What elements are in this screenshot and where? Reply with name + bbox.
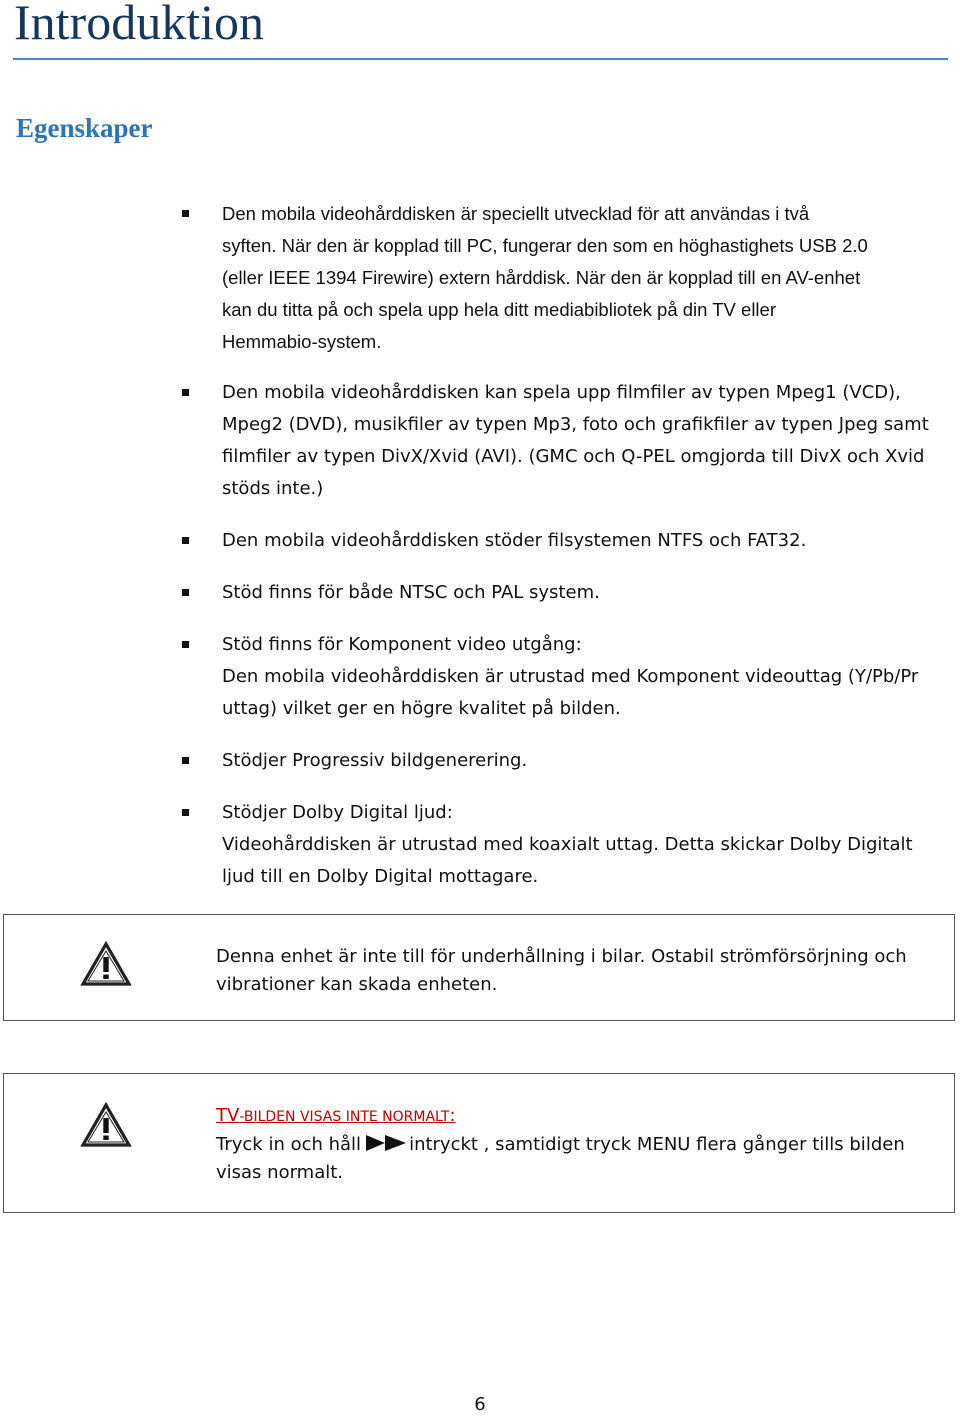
feature-line: (eller IEEE 1394 Firewire) extern hårddisk. När den är kopplad till en AV-enhet [222,267,861,288]
feature-line: Den mobila videohårddisken är speciellt utvecklad för att användas i två [222,203,810,224]
notice-line: Denna enhet är inte till för underhållning i bilar. Ostabil strömförsörjning och [216,946,907,967]
square-bullet-icon [182,589,189,596]
title-rule [13,58,948,60]
feature-line: Stödjer Progressiv bildgenerering. [222,750,528,771]
tv-notice-heading [216,1102,936,1131]
feature-line: ljud till en Dolby Digital mottagare. [222,866,539,887]
warning-notice-box [3,914,955,1021]
section-heading: Egenskaper [16,113,153,143]
warning-triangle-icon [80,941,132,987]
feature-line: Mpeg2 (DVD), musikfiler av typen Mp3, foto och grafikfiler av typen Jpeg samt [222,414,929,435]
feature-line: stöds inte.) [222,478,324,499]
fast-forward-icon [365,1133,407,1153]
feature-line: uttag) vilket ger en högre kvalitet på bilden. [222,698,621,719]
page-number: 6 [474,1394,486,1415]
feature-line: Stöd finns för både NTSC och PAL system. [222,582,600,603]
feature-item-progressive [222,745,947,777]
tv-line1-before: Tryck in och håll [216,1134,362,1155]
notice-line: vibrationer kan skada enheten. [216,974,498,995]
feature-item-filesystems [222,525,947,557]
feature-line: Stödjer Dolby Digital ljud: [222,802,453,823]
feature-line: kan du titta på och spela upp hela ditt mediabibliotek på din TV eller [222,299,776,320]
feature-item-dolby [222,797,947,893]
warning-notice-text [216,943,936,999]
tv-heading-prefix: TV [216,1105,240,1126]
square-bullet-icon [182,389,189,396]
feature-line: Hemmabio-system. [222,331,382,352]
feature-item-dual-use [222,198,947,358]
square-bullet-icon [182,641,189,648]
square-bullet-icon [182,210,189,217]
tv-notice-text [216,1102,936,1187]
feature-line: filmfiler av typen DivX/Xvid (AVI). (GMC och Q-PEL omgjorda till DivX och Xvid [222,446,925,467]
feature-line: syften. När den är kopplad till PC, fungerar den som en höghastighets USB 2.0 [222,235,868,256]
feature-item-formats [222,377,947,505]
feature-line: Videohårddisken är utrustad med koaxialt uttag. Detta skickar Dolby Digitalt [222,834,913,855]
square-bullet-icon [182,537,189,544]
tv-line1-after: intryckt , samtidigt tryck MENU flera gånger tills bilden [409,1134,905,1155]
feature-line: Den mobila videohårddisken är utrustad med Komponent videouttag (Y/Pb/Pr [222,666,919,687]
feature-line: Stöd finns för Komponent video utgång: [222,634,582,655]
tv-line2: visas normalt. [216,1162,344,1183]
feature-item-ntsc-pal [222,577,947,609]
square-bullet-icon [182,809,189,816]
feature-item-component-video [222,629,947,725]
feature-line: Den mobila videohårddisken kan spela upp filmfiler av typen Mpeg1 (VCD), [222,382,901,403]
warning-triangle-icon [80,1102,132,1148]
tv-heading-rest: -BILDEN VISAS INTE NORMALT [239,1109,450,1125]
tv-heading-colon: : [449,1105,456,1126]
feature-line: Den mobila videohårddisken stöder filsystemen NTFS och FAT32. [222,530,807,551]
page-title: Introduktion [14,0,264,50]
tv-notice-box [3,1073,955,1213]
square-bullet-icon [182,757,189,764]
